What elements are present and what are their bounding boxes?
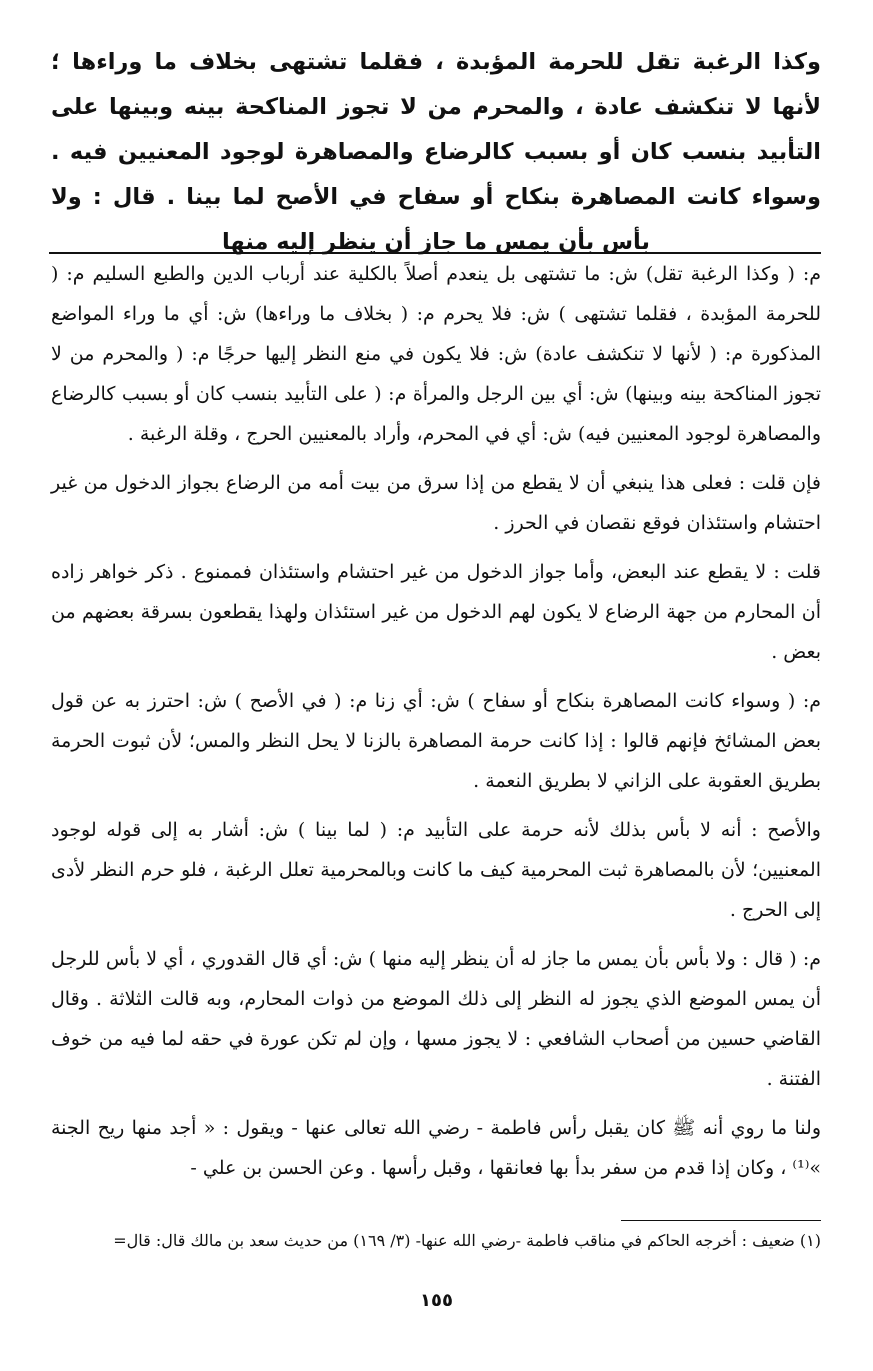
sharh-paragraph: م: ( وسواء كانت المصاهرة بنكاح أو سفاح ) ش: أي زنا م: ( في الأصح ) ش: احترز به عن قول بعض المشائخ فإنهم قالوا : إذا كانت حرمة المصاهرة بالزنا لا يحل النظر والمس؛ لأن ثبوت الحرمة بطريق العقوبة على الزاني لا بطريق النعمة . xyxy=(51,690,821,792)
sharh-paragraph: م: ( قال : ولا بأس بأن يمس ما جاز له أن ينظر إليه منها ) ش: أي قال القدوري ، أي لا بأس للرجل أن يمس الموضع الذي يجوز له النظر إلى ذلك الموضع من ذوات المحارم، وبه قالت الثلاثة . وقال القاضي حسين من أصحاب الشافعي : لا يجوز مسها ، وإن لم تكن عورة في حقه لما فيه من خوف الفتنة . xyxy=(51,948,821,1090)
sharh-paragraph: فإن قلت : فعلى هذا ينبغي أن لا يقطع من إذا سرق من بيت أمه من الرضاع بجواز الدخول من غير احتشام واستئذان فوقع نقصان في الحرز . xyxy=(51,472,821,534)
sharh-paragraph: والأصح : أنه لا بأس بذلك لأنه حرمة على التأبيد م: ( لما بينا ) ش: أشار به إلى قوله لوجود المعنيين؛ لأن بالمصاهرة ثبت المحرمية كيف ما كانت وبالمحرمية تعلل الرغبة ، فلو حرم النظر لأدى إلى الحرج . xyxy=(51,819,821,921)
sharh-paragraph: م: ( وكذا الرغبة تقل) ش: ما تشتهى بل ينعدم أصلاً بالكلية عند أرباب الدين والطبع السليم م: ( للحرمة المؤبدة ، فقلما تشتهى ) ش: فلا يحرم م: ( بخلاف ما وراءها) ش: أي ما وراء المواضع المذكورة م: ( لأنها لا تنكشف عادة) ش: فلا يكون في منع النظر إليها حرجًا م: ( والمحرم من لا تجوز المناكحة بينه وبينها) ش: أي بين الرجل والمرأة م: ( على التأبيد بنسب كان أو بسبب كالرضاع والمصاهرة لوجود المعنيين فيه) ش: أي في المحرم، وأراد بالمعنيين الحرج ، وقلة الرغبة . xyxy=(51,263,821,445)
footnote-divider xyxy=(621,1220,821,1221)
page-number: ١٥٥ xyxy=(420,1290,453,1311)
sharh-paragraph: ولنا ما روي أنه ﷺ كان يقبل رأس فاطمة - رضي الله تعالى عنها - ويقول : « أجد منها ريح الجنة »⁽¹⁾ ، وكان إذا قدم من سفر بدأ بها فعانقها ، وقبل رأسها . وعن الحسن بن علي - xyxy=(51,1117,821,1179)
matn-text: وكذا الرغبة تقل للحرمة المؤبدة ، فقلما تشتهى بخلاف ما وراءها ؛ لأنها لا تنكشف عادة ، والمحرم من لا تجوز المناكحة بينه وبينها على التأبيد بنسب كان أو بسبب كالرضاع والمصاهرة لوجود المعنيين فيه . وسواء كانت المصاهرة بنكاح أو سفاح في الأصح لما بينا . قال : ولا بأس بأن يمس ما جاز أن ينظر إليه منها xyxy=(51,49,821,255)
sharh-paragraph: قلت : لا يقطع عند البعض، وأما جواز الدخول من غير احتشام واستئذان فممنوع . ذكر خواهر زاده أن المحارم من جهة الرضاع لا يكون لهم الدخول من غير استئذان ولهذا يقطعون بسرقة بعضهم من بعض . xyxy=(51,561,821,663)
footnote: (١) ضعيف : أخرجه الحاكم في مناقب فاطمة -رضي الله عنها- (٣/ ١٦٩) من حديث سعد بن مالك قال: قال= xyxy=(113,1231,821,1250)
sharh-commentary xyxy=(51,254,821,1188)
